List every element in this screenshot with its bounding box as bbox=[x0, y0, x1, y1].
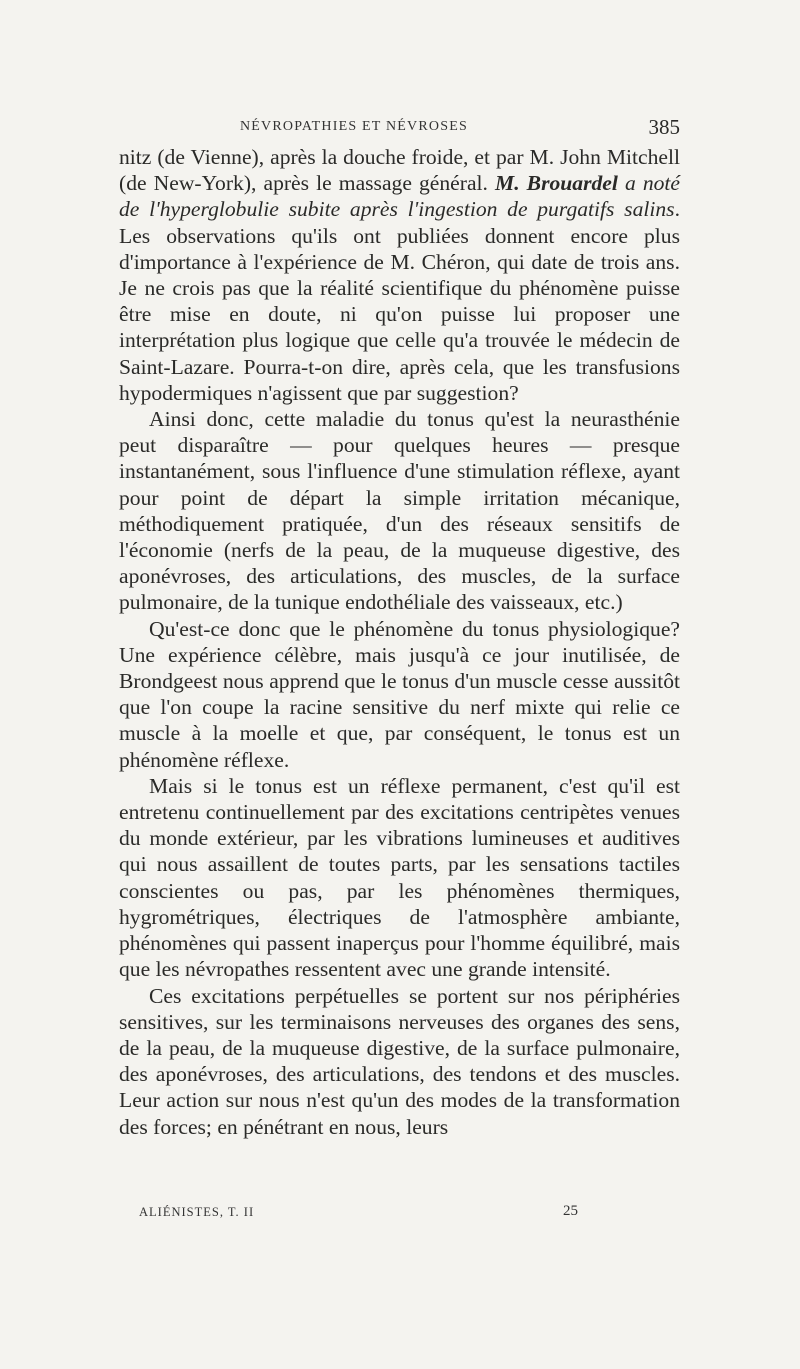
signature-number: 25 bbox=[563, 1203, 578, 1219]
page-number: 385 bbox=[648, 115, 680, 139]
italic-quote: a noté de l'hyperglobulie subite après l'ingestion de purgatifs salins bbox=[119, 171, 680, 222]
body-text bbox=[119, 144, 680, 1140]
page-footer bbox=[0, 1205, 800, 1229]
paragraph bbox=[119, 406, 680, 616]
paragraph bbox=[119, 983, 680, 1140]
emphasized-name: M. Brouardel bbox=[495, 171, 618, 196]
printer-signature: ALIÉNISTES, T. II bbox=[139, 1205, 255, 1219]
running-head: NÉVROPATHIES ET NÉVROSES bbox=[240, 119, 468, 134]
text-run: Ainsi donc, cette maladie du tonus qu'est la neurasthénie peut disparaître — pour quelques heures — presque instantanément, sous l'influence d'une stimulation réflexe, ayant pour point de départ la simple irritation mécanique, méthodiquement pratiquée, d'un des réseaux sensitifs de l'économie (nerfs de la peau, de la muqueuse digestive, des aponévroses, des articulations, des muscles, de la surface pulmonaire, de la tunique endothéliale des vaisseaux, etc.) bbox=[119, 407, 680, 615]
paragraph bbox=[119, 144, 680, 406]
text-run: nitz (de Vienne), après la douche froide, et par M. John Mitchell (de New-York), après le massage général. bbox=[119, 145, 680, 196]
page-header bbox=[200, 115, 680, 141]
paragraph bbox=[119, 773, 680, 983]
paragraph bbox=[119, 616, 680, 773]
text-run: Qu'est-ce donc que le phénomène du tonus physiologique? Une expérience célèbre, mais jusqu'à ce jour inutilisée, de Brondgeest nous apprend que le tonus d'un muscle cesse aussitôt que l'on coupe la racine sensitive du nerf mixte qui relie ce muscle à la moelle et que, par conséquent, le tonus est un phénomène réflexe. bbox=[119, 616, 680, 772]
text-run: Ces excitations perpétuelles se portent sur nos périphéries sensitives, sur les terminaisons nerveuses des organes des sens, de la peau, de la muqueuse digestive, de la surface pulmonaire, des aponévroses, des articulations, des tendons et des muscles. Leur action sur nous n'est qu'un des modes de la transformation des forces; en pénétrant en nous, leurs bbox=[119, 983, 680, 1139]
text-run: Mais si le tonus est un réflexe permanent, c'est qu'il est entretenu continuellement par des excitations centripètes venues du monde extérieur, par les vibrations lumineuses et auditives qui nous assaillent de toutes parts, par les sensations tactiles conscientes ou pas, par les phénomènes thermiques, hygrométriques, électriques de l'atmosphère ambiante, phénomènes qui passent inaperçus pour l'homme équilibré, mais que les névropathes ressentent avec une grande intensité. bbox=[119, 773, 680, 982]
text-run: . Les observations qu'ils ont publiées donnent encore plus d'importance à l'expérience de M. Chéron, qui date de trois ans. Je ne crois pas que la réalité scientifique du phénomène puisse être mise en doute, ni qu'on puisse lui proposer une interprétation plus logique que celle qu'a trouvée le médecin de Saint-Lazare. Pourra-t-on dire, après cela, que les transfusions hypodermiques n'agissent que par suggestion? bbox=[119, 197, 680, 405]
